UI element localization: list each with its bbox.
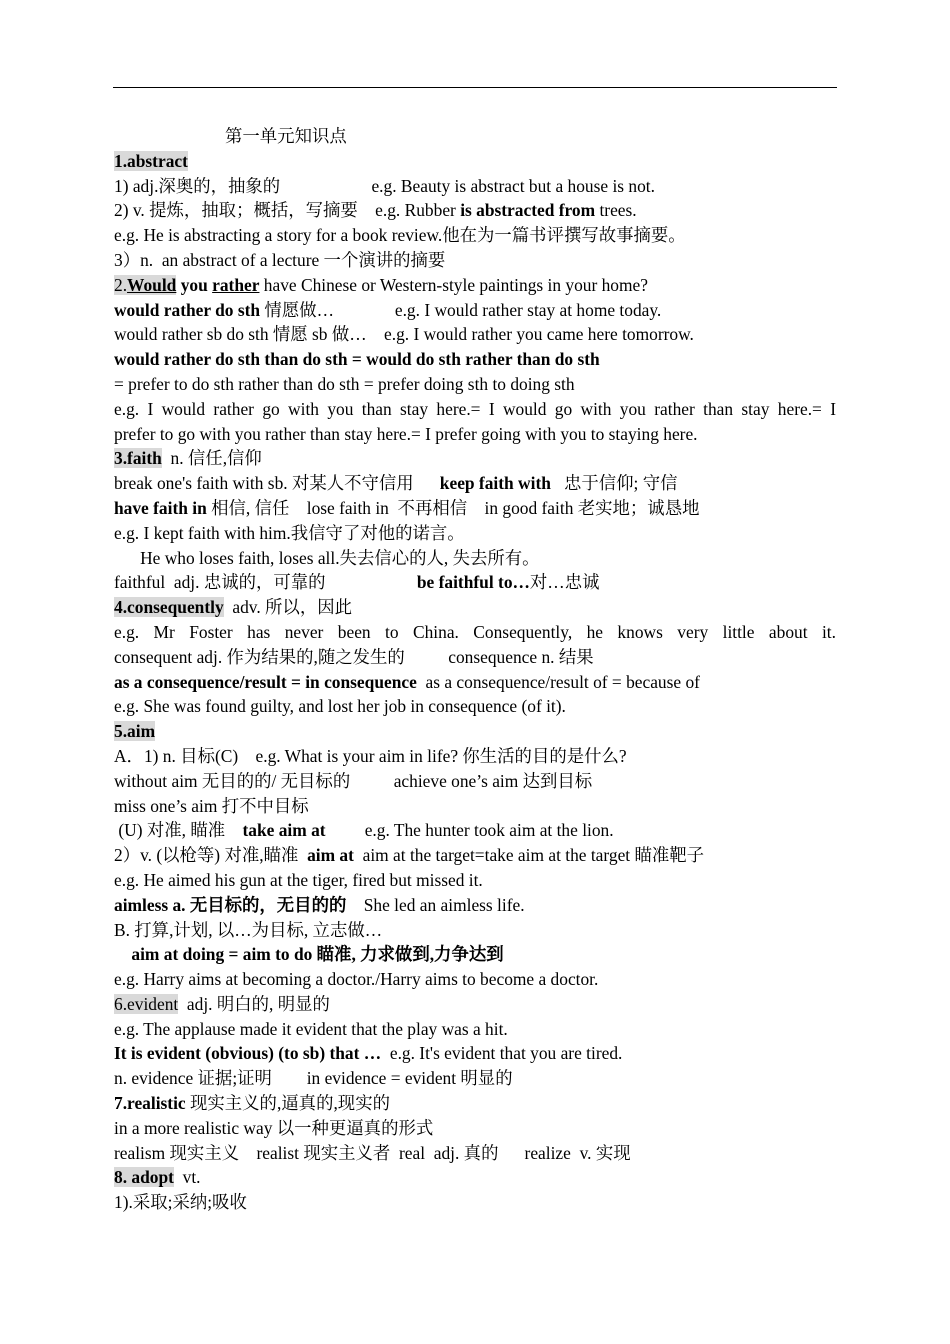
text-run: 现实主义的,逼真的,现实的: [185, 1093, 390, 1114]
text-line: [114, 372, 836, 397]
text-run: = prefer to do sth rather than do sth = prefer doing sth to doing sth: [114, 373, 575, 394]
text-line: [114, 273, 836, 298]
text-line: [114, 298, 836, 323]
text-line: [114, 918, 836, 943]
highlighted-term: 5.aim: [114, 721, 156, 742]
text-line: [114, 620, 836, 645]
text-line: [114, 322, 836, 347]
text-run: vt.: [173, 1167, 201, 1188]
text-line: [114, 967, 836, 992]
text-line: [114, 769, 836, 794]
text-run: e.g. She was found guilty, and lost her job in consequence (of it).: [114, 696, 566, 717]
text-line: [114, 198, 836, 223]
text-line: [114, 248, 836, 273]
text-run: would rather do sth: [114, 299, 261, 320]
text-run: e.g. Harry aims at becoming a doctor./Harry aims to become a doctor.: [114, 969, 599, 990]
text-run: She led an aimless life.: [346, 894, 525, 915]
text-run: break one's faith with sb. 对某人不守信用: [114, 473, 440, 494]
text-line: [114, 670, 836, 695]
text-line: [114, 1141, 836, 1166]
text-run: 1) adj.深奥的，抽象的 e.g. Beauty is abstract but a house is not.: [114, 175, 655, 196]
text-run: e.g. It's evident that you are tired.: [381, 1043, 623, 1064]
text-run: as a consequence/result of = because of: [416, 671, 700, 692]
highlighted-term: 6.evident: [114, 993, 179, 1014]
text-line: [114, 223, 836, 248]
text-run: keep faith with: [439, 473, 551, 494]
text-line: [114, 422, 836, 447]
text-run: rather: [212, 274, 260, 295]
text-run: It is evident (obvious) (to sb) that …: [114, 1043, 382, 1064]
text-run: trees.: [595, 200, 637, 221]
text-run: 2）v. (以枪等) 对准,瞄准: [114, 845, 308, 866]
text-line: [114, 818, 836, 843]
text-run: in a more realistic way 以一种更逼真的形式: [114, 1117, 434, 1138]
text-line: [114, 719, 836, 744]
text-line: [114, 942, 836, 967]
text-line: [114, 471, 836, 496]
document-body: [114, 149, 836, 1215]
text-run: take aim at: [242, 820, 326, 841]
text-line: [114, 1041, 836, 1066]
text-run: 相信, 信任 lose faith in 不再相信 in good faith 老实地；诚恳地: [206, 497, 700, 518]
text-run: without aim 无目的的/ 无目标的 achieve one’s aim 达到目标: [114, 770, 593, 791]
text-line: [114, 694, 836, 719]
text-run: e.g. He is abstracting a story for a book review.他在为一篇书评撰写故事摘要。: [114, 225, 686, 246]
text-run: e.g. The applause made it evident that the play was a hit.: [114, 1018, 508, 1039]
document-page: [114, 124, 836, 1215]
highlighted-term: Would: [127, 274, 177, 295]
text-run: 情愿做… e.g. I would rather stay at home today.: [260, 299, 662, 320]
text-line: [114, 843, 836, 868]
highlighted-term: 1.abstract: [114, 150, 188, 171]
text-run: He who loses faith, loses all.失去信心的人, 失去所有。: [114, 547, 540, 568]
text-run: A．1) n. 目标(C) e.g. What is your aim in life? 你生活的目的是什么?: [114, 745, 627, 766]
text-run: consequent adj. 作为结果的,随之发生的 consequence n. 结果: [114, 646, 594, 667]
highlighted-term: 2.: [114, 274, 128, 295]
text-run: e.g. I kept faith with him.我信守了对他的诺言。: [114, 522, 465, 543]
text-run: 1).采取;采纳;吸收: [114, 1192, 247, 1213]
text-line: [114, 149, 836, 174]
text-line: [114, 1091, 836, 1116]
text-line: [114, 1116, 836, 1141]
text-run: e.g. He aimed his gun at the tiger, fired but missed it.: [114, 869, 483, 890]
text-line: [114, 1066, 836, 1091]
text-run: aim at: [307, 845, 354, 866]
page-title: 第一单元知识点: [225, 126, 347, 146]
text-run: is abstracted from: [460, 200, 596, 221]
text-run: (U) 对准, 瞄准: [114, 820, 243, 841]
text-run: e.g. The hunter took aim at the lion.: [325, 820, 614, 841]
text-line: [114, 992, 836, 1017]
text-run: adj. 明白的, 明显的: [178, 993, 330, 1014]
text-run: as a consequence/result = in consequence: [114, 671, 417, 692]
text-run: B. 打算,计划, 以…为目标, 立志做…: [114, 919, 383, 940]
text-line: [114, 595, 836, 620]
text-line: [114, 174, 836, 199]
text-line: [114, 570, 836, 595]
text-run: prefer to go with you rather than stay here.= I prefer going with you to staying here.: [114, 423, 698, 444]
text-run: realism 现实主义 realist 现实主义者 real adj. 真的 realize v. 实现: [114, 1142, 631, 1163]
text-run: n. evidence 证据;证明 in evidence = evident 明显的: [114, 1068, 513, 1089]
highlighted-term: 8. adopt: [114, 1167, 174, 1188]
text-line: [114, 1017, 836, 1042]
text-run: n. 信任,信仰: [161, 448, 262, 469]
text-line: [114, 546, 836, 571]
highlighted-term: 3.faith: [114, 448, 162, 469]
text-run: 忠于信仰; 守信: [550, 473, 678, 494]
text-line: [114, 496, 836, 521]
text-line: [114, 1190, 836, 1215]
text-run: aimless a. 无目标的，无目的的: [114, 894, 347, 915]
text-run: would rather do sth than do sth = would do sth rather than do sth: [114, 349, 600, 370]
text-line: [114, 397, 836, 422]
text-run: would rather sb do sth 情愿 sb 做… e.g. I would rather you came here tomorrow.: [114, 324, 694, 345]
text-line: [114, 893, 836, 918]
text-line: [114, 744, 836, 769]
text-run: have Chinese or Western-style paintings in your home?: [259, 274, 648, 295]
text-run: e.g. Mr Foster has never been to China. Consequently, he knows very little about it.: [114, 621, 836, 642]
highlighted-term: 4.consequently: [114, 597, 224, 618]
text-run: e.g. I would rather go with you than stay here.= I would go with you rather than stay here.= I: [114, 398, 836, 419]
text-line: [114, 1165, 836, 1190]
text-run: aim at the target=take aim at the target 瞄准靶子: [353, 845, 705, 866]
text-run: be faithful to…: [416, 572, 530, 593]
text-line: [114, 521, 836, 546]
text-run: miss one’s aim 打不中目标: [114, 795, 309, 816]
text-line: [114, 794, 836, 819]
text-run: you: [176, 274, 213, 295]
text-line: [114, 446, 836, 471]
text-line: [114, 868, 836, 893]
text-run: 7.realistic: [114, 1093, 186, 1114]
text-line: [114, 645, 836, 670]
text-run: faithful adj. 忠诚的，可靠的: [114, 572, 417, 593]
header-rule: [113, 87, 837, 88]
text-run: 2) v. 提炼，抽取；概括，写摘要 e.g. Rubber: [114, 200, 461, 221]
text-run: aim at doing = aim to do 瞄准, 力求做到,力争达到: [114, 944, 504, 965]
text-line: [114, 347, 836, 372]
text-run: have faith in: [114, 497, 207, 518]
text-run: 对…忠诚: [529, 572, 600, 593]
text-run: adv. 所以，因此: [223, 597, 352, 618]
text-run: 3）n. an abstract of a lecture 一个演讲的摘要: [114, 249, 446, 270]
